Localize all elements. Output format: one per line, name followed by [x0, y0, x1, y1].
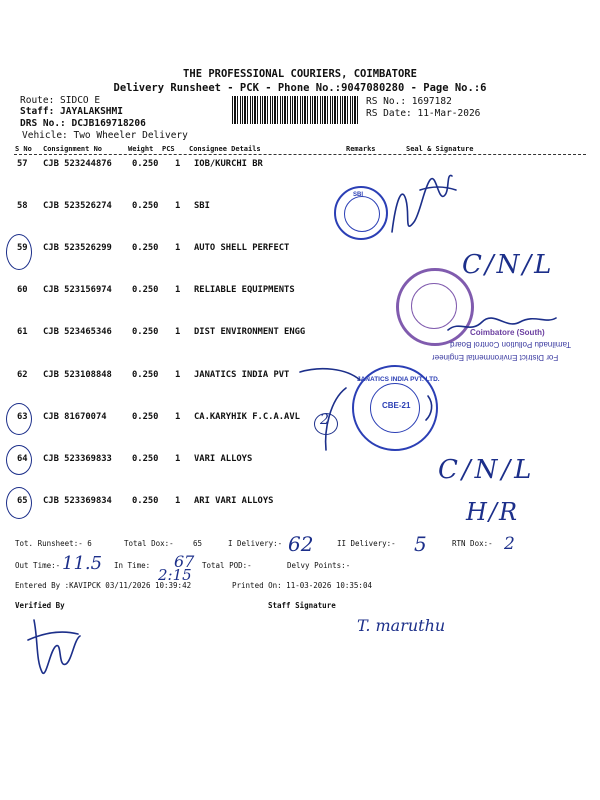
row-weight: 0.250 — [132, 285, 159, 295]
row-pcs: 1 — [175, 370, 181, 380]
i-delivery-value: 62 — [288, 532, 314, 556]
total-dox-value: 65 — [193, 539, 203, 548]
row-consignee: AUTO SHELL PERFECT — [194, 243, 290, 253]
route-label: Route: SIDCO E — [20, 95, 101, 106]
rtn-dox-value: 2 — [504, 534, 515, 554]
col-consignment: Consignment No — [43, 145, 103, 153]
delvy-points-label: Delvy Points:- — [287, 561, 351, 570]
row-pcs: 1 — [175, 159, 181, 169]
row-consignment: CJB 523526299 — [43, 243, 112, 253]
row-consignee: IOB/KURCHI BR — [194, 159, 263, 169]
row-pcs: 1 — [175, 412, 181, 422]
ii-delivery-label: II Delivery:- — [337, 539, 396, 548]
row-weight: 0.250 — [132, 496, 159, 506]
runsheet-title: Delivery Runsheet - PCK - Phone No.:9047080280 - Page No.:6 — [113, 82, 487, 94]
row-pcs: 1 — [175, 327, 181, 337]
printed-on: Printed On: 11-03-2026 10:35:04 — [232, 581, 372, 590]
staff-signature-label: Staff Signature — [268, 601, 336, 610]
row-consignee: JANATICS INDIA PVT — [194, 370, 290, 380]
vehicle-label: Vehicle: Two Wheeler Delivery — [22, 130, 188, 141]
row-sno: 60 — [17, 285, 28, 295]
row-pcs: 1 — [175, 243, 181, 253]
in-time-overwrite: 67 — [174, 552, 195, 571]
handwritten-mark: 2 — [320, 412, 329, 428]
row-pcs: 1 — [175, 454, 181, 464]
ii-delivery-value: 5 — [414, 532, 427, 556]
row-weight: 0.250 — [132, 454, 159, 464]
stamp-text: JANATICS INDIA PVT. LTD. — [357, 376, 440, 383]
stamp-text: Coimbatore (South) — [470, 328, 545, 337]
row-consignment: CJB 523465346 — [43, 327, 112, 337]
col-sno: S No — [15, 145, 32, 153]
row-sno: 59 — [17, 243, 28, 253]
tot-runsheet: Tot. Runsheet:- 6 — [15, 539, 92, 548]
staff-signature: T. maruthu — [357, 616, 446, 635]
row-sno: 57 — [17, 159, 28, 169]
total-dox-label: Total Dox:- — [124, 539, 174, 548]
row-sno: 58 — [17, 201, 28, 211]
row-sno: 63 — [17, 412, 28, 422]
row-weight: 0.250 — [132, 412, 159, 422]
staff-label: Staff: JAYALAKSHMI — [20, 106, 123, 117]
col-remarks: Remarks — [346, 145, 376, 153]
row-pcs: 1 — [175, 201, 181, 211]
row-consignee: SBI — [194, 201, 210, 211]
stamp-text: Tamilnadu Pollution Control Board — [450, 340, 571, 349]
row-pcs: 1 — [175, 285, 181, 295]
stamp-text: CBE-21 — [382, 401, 411, 410]
row-consignee: DIST ENVIRONMENT ENGG — [194, 327, 306, 337]
stamp-text: SBI — [353, 192, 364, 198]
stamp-text: For District Environmental Engineer — [432, 353, 559, 362]
row-sno: 64 — [17, 454, 28, 464]
entered-by: Entered By :KAVIPCK 03/11/2026 10:39:42 — [15, 581, 192, 590]
col-seal: Seal & Signature — [406, 145, 474, 153]
rtn-dox-label: RTN Dox:- — [452, 539, 493, 548]
handwritten-remark: H/R — [466, 498, 520, 526]
row-sno: 62 — [17, 370, 28, 380]
row-consignment: CJB 523369833 — [43, 454, 112, 464]
row-consignment: CJB 523369834 — [43, 496, 112, 506]
i-delivery-label: I Delivery:- — [228, 539, 283, 548]
row-consignment: CJB 523108848 — [43, 370, 112, 380]
handwritten-remark: C/N/L — [438, 455, 536, 485]
row-weight: 0.250 — [132, 201, 159, 211]
total-pod-label: Total POD:- — [202, 561, 252, 570]
row-sno: 65 — [17, 496, 28, 506]
row-consignee: VARI ALLOYS — [194, 454, 253, 464]
col-weight: Weight — [128, 145, 154, 153]
row-consignment: CJB 523526274 — [43, 201, 112, 211]
drs-label: DRS No.: DCJB169718206 — [20, 118, 146, 129]
row-consignment: CJB 81670074 — [43, 412, 107, 422]
row-weight: 0.250 — [132, 327, 159, 337]
row-consignee: CA.KARYHIK F.C.A.AVL — [194, 412, 300, 422]
company-title: THE PROFESSIONAL COURIERS, COIMBATORE — [183, 68, 417, 80]
row-weight: 0.250 — [132, 243, 159, 253]
in-time-label: In Time: — [114, 561, 151, 570]
out-time-label: Out Time:- — [15, 561, 61, 570]
row-consignment: CJB 523156974 — [43, 285, 112, 295]
row-weight: 0.250 — [132, 159, 159, 169]
col-consignee: Consignee Details — [189, 145, 261, 153]
col-pcs: PCS — [162, 145, 175, 153]
rs-date: RS Date: 11-Mar-2026 — [366, 108, 481, 119]
row-weight: 0.250 — [132, 370, 159, 380]
row-consignee: RELIABLE EQUIPMENTS — [194, 285, 295, 295]
handwritten-remark: C/N/L — [462, 250, 555, 280]
row-pcs: 1 — [175, 496, 181, 506]
in-time-value: 2:15 — [158, 566, 192, 584]
rs-no: RS No.: 1697182 — [366, 96, 452, 107]
verified-by-label: Verified By — [15, 601, 65, 610]
row-sno: 61 — [17, 327, 28, 337]
out-time-value: 11.5 — [62, 553, 103, 574]
row-consignee: ARI VARI ALLOYS — [194, 496, 274, 506]
row-consignment: CJB 523244876 — [43, 159, 112, 169]
